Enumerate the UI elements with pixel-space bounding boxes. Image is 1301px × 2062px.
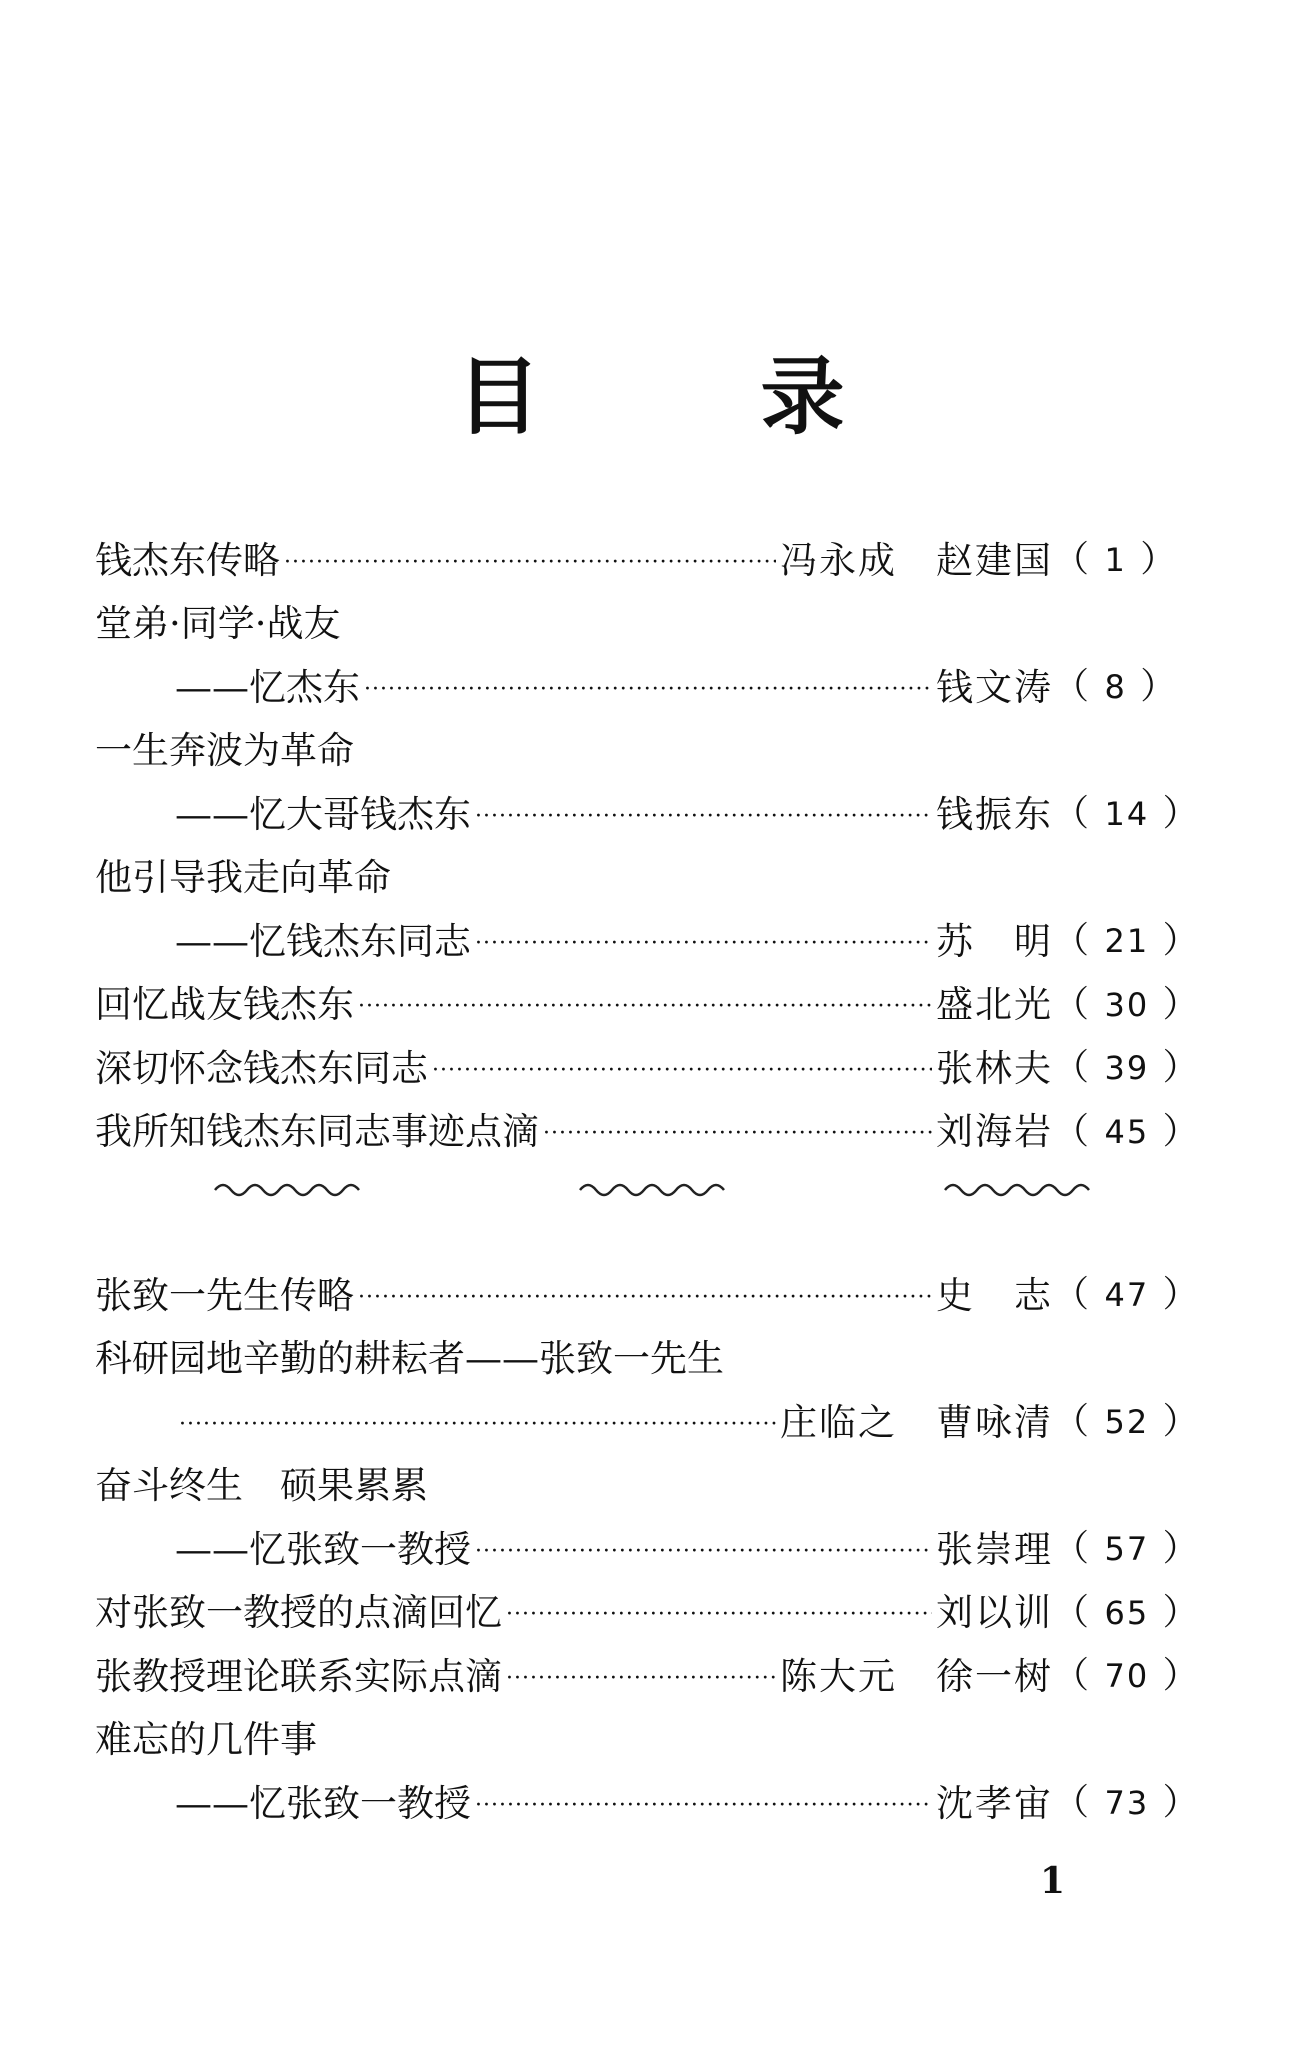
toc-entry-row xyxy=(95,970,1201,1034)
toc-entry-author: 盛北光 xyxy=(936,983,1053,1027)
toc-entry-author: 钱振东 xyxy=(936,792,1053,836)
page-number: 1 xyxy=(1040,1860,1066,1902)
leader-dots xyxy=(543,1123,932,1145)
toc-entry-title: 张教授理论联系实际点滴 xyxy=(95,1654,502,1698)
leader-dots xyxy=(506,1604,932,1626)
leader-dots xyxy=(432,1060,932,1082)
toc-entry-row xyxy=(95,1514,1201,1578)
toc-entry-title: 难忘的几件事 xyxy=(95,1718,317,1762)
toc-entry-author: 苏 明 xyxy=(936,919,1053,963)
toc-entry-author: 陈大元 徐一树 xyxy=(780,1654,1053,1698)
toc-entry-page: （ 70 ） xyxy=(1053,1655,1201,1697)
toc-entry-page: （ 45 ） xyxy=(1053,1110,1201,1152)
toc-section-2 xyxy=(95,1260,1201,1832)
toc-heading-row xyxy=(95,589,1165,653)
toc-entry-page: （ 1 ） xyxy=(1053,539,1179,581)
toc-entry-page: （ 73 ） xyxy=(1053,1782,1201,1824)
toc-entry-author: 沈孝宙 xyxy=(936,1781,1053,1825)
toc-heading-row xyxy=(95,843,1165,907)
leader-dots xyxy=(475,806,932,828)
toc-entry-page: （ 57 ） xyxy=(1053,1528,1201,1570)
toc-entry-row xyxy=(95,1033,1201,1097)
ornament-icon xyxy=(940,1180,1090,1200)
ornament-icon xyxy=(575,1180,725,1200)
toc-entry-page-value: 45 xyxy=(1104,1112,1150,1151)
toc-entry-title: 科研园地辛勤的耕耘者——张致一先生 xyxy=(95,1337,724,1381)
toc-heading-row xyxy=(95,1324,1165,1388)
toc-entry-page-value: 73 xyxy=(1104,1784,1150,1823)
toc-entry-page-value: 47 xyxy=(1104,1276,1150,1315)
toc-heading-row xyxy=(95,1451,1165,1515)
title-char-2: 录 xyxy=(760,348,845,446)
leader-dots xyxy=(364,679,932,701)
leader-dots xyxy=(475,933,932,955)
toc-entry-row xyxy=(95,779,1201,843)
toc-entry-page-value: 1 xyxy=(1104,541,1127,580)
toc-entry-page-value: 52 xyxy=(1104,1403,1150,1442)
toc-entry-title: ——忆大哥钱杰东 xyxy=(175,792,471,836)
leader-dots xyxy=(475,1795,932,1817)
toc-entry-row xyxy=(95,906,1201,970)
toc-entry-row xyxy=(95,1260,1201,1324)
toc-entry-author: 庄临之 曹咏清 xyxy=(780,1400,1053,1444)
toc-entry-row xyxy=(95,1641,1201,1705)
toc-entry-page-value: 65 xyxy=(1104,1593,1150,1632)
toc-entry-title: 对张致一教授的点滴回忆 xyxy=(95,1591,502,1635)
toc-entry-author: 刘海岩 xyxy=(936,1110,1053,1154)
toc-entry-page: （ 47 ） xyxy=(1053,1274,1201,1316)
toc-entry-title: ——忆杰东 xyxy=(175,665,360,709)
toc-entry-title: ——忆张致一教授 xyxy=(175,1527,471,1571)
toc-entry-title: 张致一先生传略 xyxy=(95,1273,354,1317)
toc-heading-row xyxy=(95,1705,1165,1769)
leader-dots xyxy=(358,996,932,1018)
toc-entry-page-value: 8 xyxy=(1104,668,1127,707)
toc-entry-page: （ 52 ） xyxy=(1053,1401,1201,1443)
toc-entry-title: 一生奔波为革命 xyxy=(95,729,354,773)
title-char-1: 目 xyxy=(456,348,541,446)
toc-entry-title: ——忆张致一教授 xyxy=(175,1781,471,1825)
toc-entry-page: （ 65 ） xyxy=(1053,1591,1201,1633)
toc-entry-page-value: 30 xyxy=(1104,985,1150,1024)
toc-entry-title: 我所知钱杰东同志事迹点滴 xyxy=(95,1110,539,1154)
toc-entry-author: 张崇理 xyxy=(936,1527,1053,1571)
leader-dots xyxy=(506,1668,776,1690)
section-divider xyxy=(210,1180,1090,1200)
toc-entry-row xyxy=(95,1768,1201,1832)
toc-entry-row xyxy=(95,525,1179,589)
toc-entry-page: （ 8 ） xyxy=(1053,666,1179,708)
leader-dots xyxy=(284,552,776,574)
toc-heading-row xyxy=(95,716,1165,780)
toc-entry-title: 回忆战友钱杰东 xyxy=(95,983,354,1027)
leader-dots xyxy=(179,1414,776,1436)
toc-entry-author: 钱文涛 xyxy=(936,665,1053,709)
toc-entry-page-value: 39 xyxy=(1104,1049,1150,1088)
toc-entry-page-value: 21 xyxy=(1104,922,1150,961)
toc-entry-page-value: 70 xyxy=(1104,1657,1150,1696)
toc-entry-page: （ 30 ） xyxy=(1053,983,1201,1025)
toc-entry-page-value: 57 xyxy=(1104,1530,1150,1569)
toc-entry-row xyxy=(95,1097,1201,1161)
toc-entry-author: 冯永成 赵建国 xyxy=(780,538,1053,582)
toc-section-1 xyxy=(95,525,1201,1160)
toc-entry-author: 刘以训 xyxy=(936,1591,1053,1635)
toc-entry-row xyxy=(95,652,1179,716)
toc-entry-row xyxy=(95,1578,1201,1642)
toc-entry-title: 深切怀念钱杰东同志 xyxy=(95,1046,428,1090)
toc-entry-title: 钱杰东传略 xyxy=(95,538,280,582)
toc-entry-page: （ 39 ） xyxy=(1053,1047,1201,1089)
toc-entry-title: 堂弟·同学·战友 xyxy=(95,602,341,646)
page-title xyxy=(0,330,1301,451)
toc-entry-page: （ 14 ） xyxy=(1053,793,1201,835)
leader-dots xyxy=(475,1541,932,1563)
toc-entry-row xyxy=(95,1387,1201,1451)
leader-dots xyxy=(358,1287,932,1309)
toc-entry-page-value: 14 xyxy=(1104,795,1150,834)
toc-entry-author: 史 志 xyxy=(936,1273,1053,1317)
toc-entry-page: （ 21 ） xyxy=(1053,920,1201,962)
toc-entry-author: 张林夫 xyxy=(936,1046,1053,1090)
toc-entry-title: 他引导我走向革命 xyxy=(95,856,391,900)
toc-entry-title: ——忆钱杰东同志 xyxy=(175,919,471,963)
ornament-icon xyxy=(210,1180,360,1200)
toc-entry-title: 奋斗终生 硕果累累 xyxy=(95,1464,428,1508)
